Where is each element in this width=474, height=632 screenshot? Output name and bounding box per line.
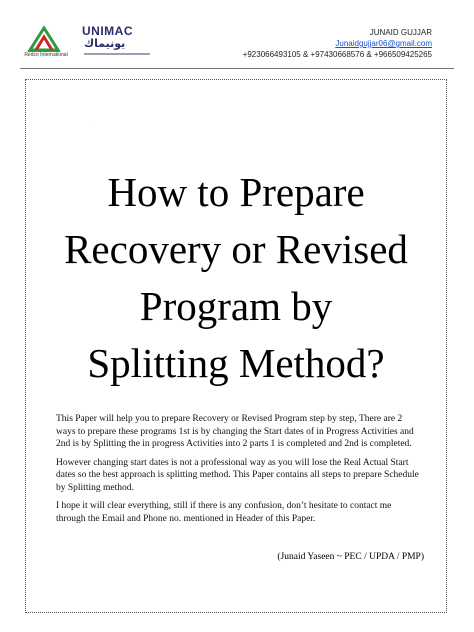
title-line: Program by [139,283,333,329]
author-signature: (Junaid Yaseen ~ PEC / UPDA / PMP) [277,552,424,562]
contact-phones: +923066493105 & +97430668576 & +966509425265 [242,50,432,59]
contact-block [243,27,432,60]
paragraph: This Paper will help you to prepare Recovery or Revised Program step by step, There are 2 ways to prepare these programs 1st is by changing the Start dates of in Progress Activities and 2nd is by Splitting the in progress Activities into 2 parts 1 is completed and 2nd is completed. [56,414,414,449]
unimac-logo-arabic: يونيماك [84,37,126,50]
intro-text [56,413,422,531]
contact-name: JUNAID GUJJAR [369,28,432,37]
paragraph: I hope it will clear everything, still if there is any confusion, don’t hesitate to contact me through the Email and Phone no. mentioned in Header of this Paper. [56,501,392,524]
title-line: Recovery or Revised [64,226,408,272]
contact-email-link[interactable]: Junaidgujjar06@gmail.com [335,39,432,48]
unimac-logo-tagline-icon [84,53,150,55]
stray-mark: · [90,118,92,123]
redco-logo-text: Redco International [24,52,68,58]
unimac-logo-text: UNIMAC [82,24,133,38]
title-line: How to Prepare [107,169,365,215]
paragraph: However changing start dates is not a professional way as you will lose the Real Actual Start dates so the best approach is splitting method. This Paper contains all steps to prepare Schedule by Splitting method. [56,457,419,493]
header-divider [20,68,454,69]
page-title [30,164,442,392]
title-line: Splitting Method? [87,340,385,386]
